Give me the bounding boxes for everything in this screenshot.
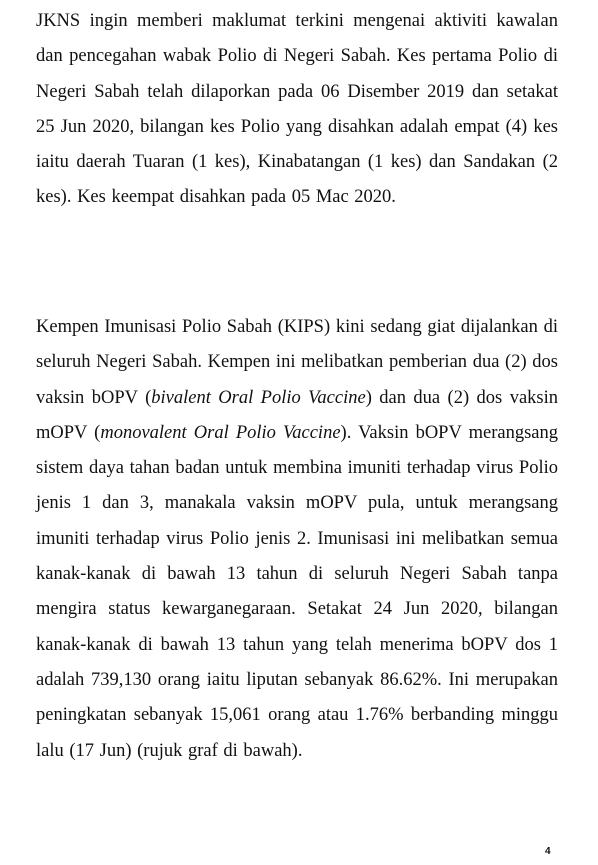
page-number: 4 [545, 846, 551, 857]
paragraph-2-text-part-2: ) dan dua (2) dos vaksin mOPV ( [36, 387, 558, 443]
paragraph-immunisation-campaign [36, 310, 558, 769]
paragraph-2-italic-bopv: bivalent Oral Polio Vaccine [151, 387, 366, 408]
paragraph-2-text-part-3: ). Vaksin bOPV merangsang sistem daya tahan badan untuk membina imuniti terhadap virus Polio jenis 1 dan 3, manakala vaksin mOPV pula, untuk merangsang imuniti terhadap virus Polio jenis 2. Imunisasi ini melibatkan semua kanak-kanak di bawah 13 tahun di seluruh Negeri Sabah tanpa mengira status kewarganegaraan. Setakat 24 Jun 2020, bilangan kanak-kanak di bawah 13 tahun yang telah menerima bOPV dos 1 adalah 739,130 orang iaitu liputan sebanyak 86.62%. Ini merupakan peningkatan sebanyak 15,061 orang atau 1.76% berbanding minggu lalu (17 Jun) (rujuk graf di bawah). [36, 422, 558, 761]
paragraph-1-text: JKNS ingin memberi maklumat terkini mengenai aktiviti kawalan dan pencegahan wabak Polio di Negeri Sabah. Kes pertama Polio di Negeri Sabah telah dilaporkan pada 06 Disember 2019 dan setakat 25 Jun 2020, bilangan kes Polio yang disahkan adalah empat (4) kes iaitu daerah Tuaran (1 kes), Kinabatangan (1 kes) dan Sandakan (2 kes). Kes keempat disahkan pada 05 Mac 2020. [36, 11, 558, 208]
paragraph-2-text-part-1: Kempen Imunisasi Polio Sabah (KIPS) kini sedang giat dijalankan di seluruh Negeri Sabah. Kempen ini melibatkan pemberian dua (2) dos vaksin bOPV ( [36, 317, 558, 408]
paragraph-polio-case-update [36, 4, 558, 216]
paragraph-2-italic-mopv: monovalent Oral Polio Vaccine [100, 422, 341, 443]
